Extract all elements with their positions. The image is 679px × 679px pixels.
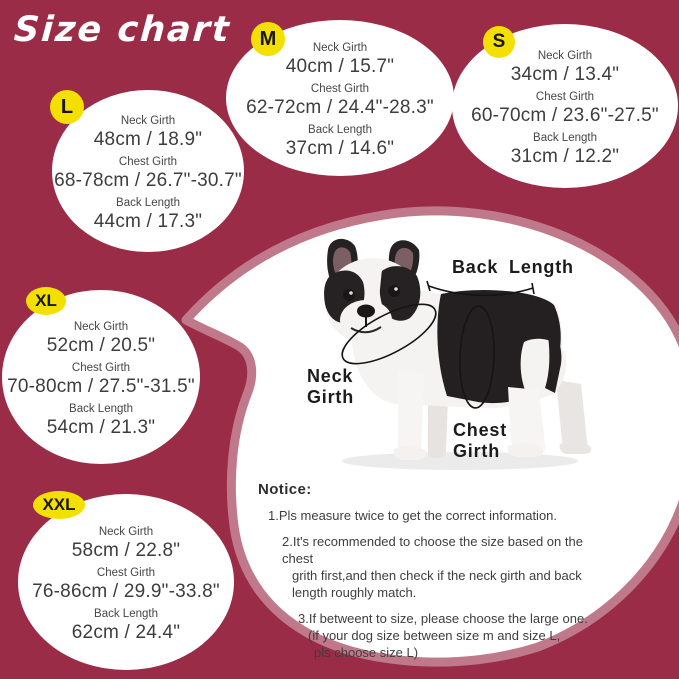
measure-label: Neck Girth: [73, 320, 129, 333]
notice-item-2-line1: 2.It's recommended to choose the size based on the chest: [282, 534, 583, 566]
chest-girth-label: [453, 420, 507, 462]
notice-item-2-line2: grith first,and then check if the neck girth and back: [292, 568, 582, 583]
measure-value: 68-78cm / 26.7"-30.7": [54, 169, 242, 191]
measure-label: Neck Girth: [312, 41, 368, 54]
measure-label: Back Length: [308, 123, 372, 136]
size-badge-xxl: XXL: [33, 491, 85, 519]
notice-item-1-line1: 1.Pls measure twice to get the correct information.: [268, 508, 558, 523]
notice-item-3-line2: (if your dog size between size m and size L,: [308, 628, 561, 643]
measure-label: Back Length: [116, 196, 180, 209]
dog-left-eye-glint: [349, 291, 353, 295]
size-badge-l: L: [50, 90, 84, 124]
measure-label: Chest Girth: [96, 566, 156, 579]
measure-label: Neck Girth: [98, 525, 154, 538]
measure-value: 62-72cm / 24.4"-28.3": [246, 96, 434, 118]
measure-value: 40cm / 15.7": [285, 55, 395, 77]
page-title: Size chart: [12, 10, 233, 50]
measure-value: 76-86cm / 29.9"-33.8": [32, 580, 220, 602]
size-badge-m: M: [251, 22, 285, 56]
notice-item-2: [282, 533, 598, 601]
measure-label: Back Length: [94, 607, 158, 620]
measure-value: 52cm / 20.5": [46, 334, 156, 356]
dog-right-eye: [388, 285, 400, 297]
back-length-label: Back Length: [452, 257, 574, 277]
measure-label: Back Length: [533, 131, 597, 144]
notice-heading: Notice:: [258, 481, 312, 498]
measure-label: Chest Girth: [535, 90, 595, 103]
size-badge-s: S: [483, 26, 515, 58]
neck-girth-label-line1: Neck: [307, 366, 354, 386]
dog-right-eye-glint: [394, 287, 398, 291]
measure-value: 44cm / 17.3": [93, 210, 203, 232]
size-badge-xl: XL: [26, 287, 66, 315]
chest-girth-label-line1: Chest: [453, 420, 508, 440]
measure-label: Chest Girth: [71, 361, 131, 374]
measure-value: 70-80cm / 27.5"-31.5": [7, 375, 195, 397]
measure-value: 60-70cm / 23.6"-27.5": [471, 104, 659, 126]
measure-value: 37cm / 14.6": [285, 137, 395, 159]
notice-item-1: [268, 507, 598, 524]
measure-label: Back Length: [69, 402, 133, 415]
measure-label: Neck Girth: [537, 49, 593, 62]
size-oval-xxl: [18, 494, 234, 670]
measure-label: Neck Girth: [120, 114, 176, 127]
measure-label: Chest Girth: [118, 155, 178, 168]
measure-value: 31cm / 12.2": [510, 145, 620, 167]
chest-girth-label-line2: Girth: [453, 441, 500, 461]
measure-value: 54cm / 21.3": [46, 416, 156, 438]
notice-item-3: [298, 610, 598, 661]
measure-value: 34cm / 13.4": [510, 63, 620, 85]
notice-section: [258, 481, 598, 661]
measure-label: Chest Girth: [310, 82, 370, 95]
measure-value: 62cm / 24.4": [71, 621, 181, 643]
dog-nose: [357, 305, 375, 318]
neck-girth-label: [307, 366, 354, 408]
measure-value: 48cm / 18.9": [93, 128, 203, 150]
measure-value: 58cm / 22.8": [71, 539, 181, 561]
notice-item-3-line3: pls choose size L): [314, 645, 419, 660]
notice-item-2-line3: length roughly match.: [292, 585, 417, 600]
neck-girth-label-line2: Girth: [307, 387, 354, 407]
size-oval-xl: [2, 290, 200, 464]
notice-item-3-line1: 3.If betweent to size, please choose the large one.: [298, 611, 588, 626]
dog-left-eye: [343, 289, 355, 301]
dog-front-leg: [398, 371, 424, 458]
